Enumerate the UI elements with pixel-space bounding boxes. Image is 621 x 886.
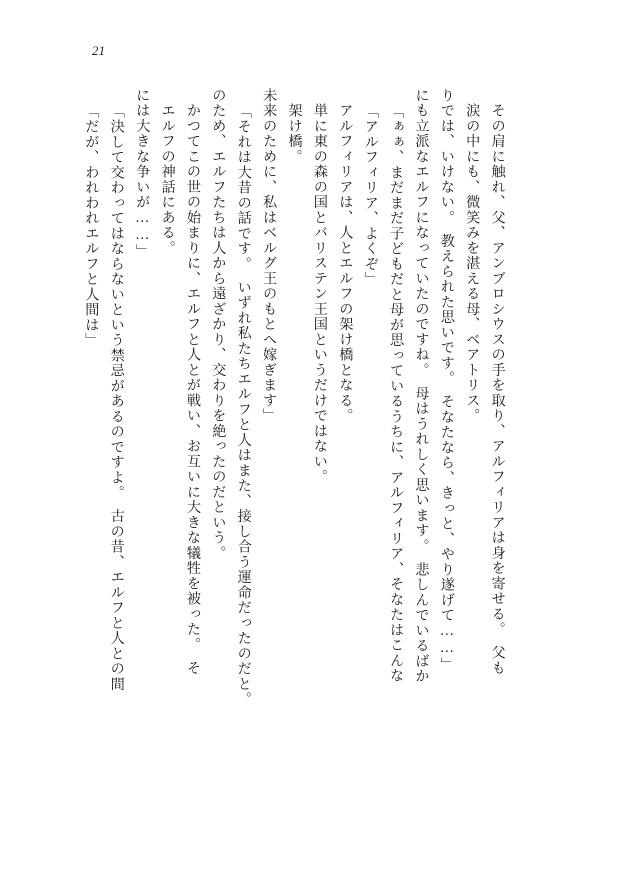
text-line: にも立派なエルフになっていたのですね。 母はうれしく思います。 悲しんでいるばか [413, 88, 430, 684]
text-line: 涙の中にも、微笑みを湛える母、ベアトリス。 [464, 88, 481, 424]
text-line: 「それは大昔の話です。 いずれ私たちエルフと人はまた、接し合う運命だったのだと。 [235, 104, 252, 707]
text-line: りでは、いけない。 教えられた思いです。 そなたなら、きっと、やり遂げて……」 [438, 88, 455, 673]
text-line: かつてこの世の始まりに、エルフと人とが戦い、お互いに大きな犠牲を被った。 そ [184, 88, 201, 676]
text-line: には大きな争いが……」 [134, 88, 151, 260]
text-line: 「アルフィリア、よくぞ」 [362, 104, 379, 287]
text-line: 単に東の森の国とバリステン王国というだけではない。 [311, 88, 328, 485]
text-line: その肩に触れ、父、アンブロシウスの手を取り、アルフィリアは身を寄せる。 父も [489, 88, 506, 676]
text-line: 架け橋。 [286, 88, 303, 165]
vertical-text-body [73, 88, 543, 828]
text-line: アルフィリアは、人とエルフの架け橋となる。 [337, 88, 354, 424]
text-line: のため、エルフたちは人から遠ざかり、交わりを絶ったのだという。 [210, 88, 227, 561]
text-line: 「ぁぁ、まだまだ子どもだと母が思っているうちに、アルフィリア、そなたはこんな [388, 104, 405, 684]
text-line: エルフの神話にある。 [159, 88, 176, 256]
text-line: 「だが、われわれエルフと人間は」 [83, 104, 100, 348]
page-number: 21 [92, 44, 106, 58]
text-line: 「決して交わってはならないという禁忌があるのですよ。 古の昔、エルフと人との間 [108, 104, 125, 692]
text-line: 未来のために、私はベルグ王のもとへ嫁ぎます」 [261, 88, 278, 424]
